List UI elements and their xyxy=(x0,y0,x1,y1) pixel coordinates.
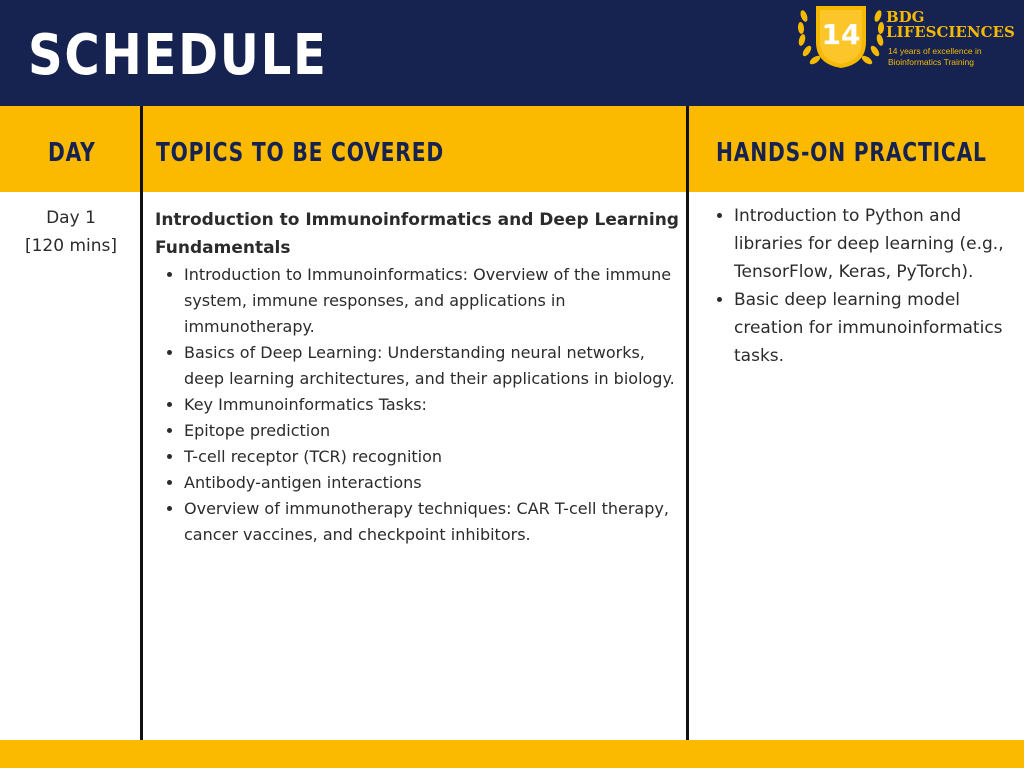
column-divider-left xyxy=(140,106,143,740)
column-header-topics: TOPICS TO BE COVERED xyxy=(156,138,444,168)
topics-cell xyxy=(155,206,680,548)
laurel-badge-icon xyxy=(796,2,886,70)
topic-item: • Introduction to Immunoinformatics: Overview of the immune system, immune responses, and applications in immunotherapy. xyxy=(184,262,680,340)
column-divider-right xyxy=(686,106,689,740)
topic-item: • Overview of immunotherapy techniques: CAR T-cell therapy, cancer vaccines, and checkpoint inhibitors. xyxy=(184,496,680,548)
practical-cell xyxy=(705,202,1005,370)
practical-list xyxy=(705,202,1005,370)
column-header-practical: HANDS-ON PRACTICAL xyxy=(716,138,987,168)
logo-number: 14 xyxy=(821,18,861,51)
column-header-day: DAY xyxy=(48,138,96,168)
page-title: SCHEDULE xyxy=(28,23,328,88)
footer-bar xyxy=(0,740,1024,768)
day-label: Day 1 xyxy=(46,208,96,228)
practical-item: • Basic deep learning model creation for immunoinformatics tasks. xyxy=(734,286,1005,370)
day-cell xyxy=(0,204,142,260)
topic-list xyxy=(155,262,680,548)
header-bar xyxy=(0,0,1024,106)
logo-name-line2: LIFESCIENCES xyxy=(886,23,1015,41)
practical-item: • Introduction to Python and libraries for deep learning (e.g., TensorFlow, Keras, PyTorch). xyxy=(734,202,1005,286)
brand-logo xyxy=(796,2,1020,72)
day-duration: [120 mins] xyxy=(24,236,118,256)
topic-item: • Epitope prediction xyxy=(184,418,680,444)
topic-item: • Key Immunoinformatics Tasks: xyxy=(184,392,680,418)
logo-name xyxy=(886,10,1015,40)
topic-item: • T-cell receptor (TCR) recognition xyxy=(184,444,680,470)
logo-tagline: 14 years of excellence in Bioinformatics Training xyxy=(888,46,982,67)
topic-heading: Introduction to Immunoinformatics and Deep Learning Fundamentals xyxy=(155,210,679,258)
logo-name-line1: BDG xyxy=(886,8,925,26)
topic-item: • Antibody-antigen interactions xyxy=(184,470,680,496)
topic-item: • Basics of Deep Learning: Understanding neural networks, deep learning architectures, and their applications in biology. xyxy=(184,340,680,392)
